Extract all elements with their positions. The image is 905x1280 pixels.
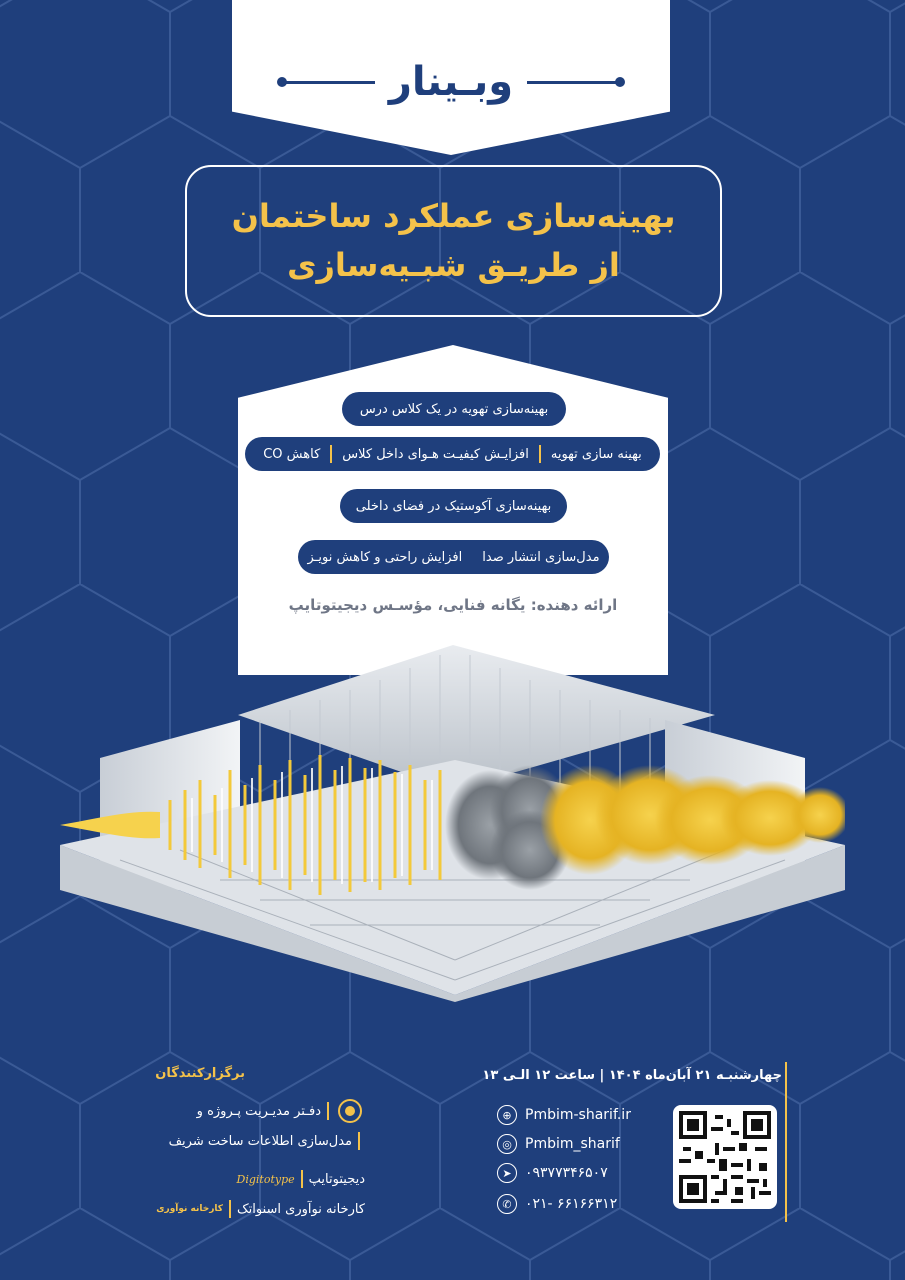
decorative-line-right xyxy=(527,81,619,84)
topic-text: مدل‌سازی انتشار صدا xyxy=(482,549,600,565)
topic-pill-2 xyxy=(245,437,660,471)
organizer-text: کارخانه نوآوری اسنواتک xyxy=(237,1201,365,1217)
organizer-separator xyxy=(229,1200,231,1218)
organizer-text: دیجیتوتایپ xyxy=(308,1171,365,1187)
pill-separator xyxy=(539,445,541,463)
topic-text: بهینه سازی تهویه xyxy=(550,446,642,462)
event-date-time: چهارشنبـه ۲۱ آبان‌ماه ۱۴۰۴ | ساعت ۱۲ الـی ۱۳ xyxy=(482,1068,782,1083)
organizer-line-1 xyxy=(150,1098,365,1124)
telegram-link[interactable] xyxy=(497,1162,657,1184)
phone-text: ۰۲۱- ۶۶۱۶۶۳۱۲ xyxy=(525,1196,618,1212)
organizer-line-4 xyxy=(150,1196,365,1222)
phone-icon: ✆ xyxy=(497,1194,517,1214)
organizer-line-2 xyxy=(150,1128,360,1154)
webinar-label: وبـینار xyxy=(388,59,514,105)
organizer-separator xyxy=(327,1102,329,1120)
organizer-separator xyxy=(358,1132,360,1150)
organizer-text: مدل‌سازی اطلاعات ساخت شریف xyxy=(168,1133,352,1149)
organizers-title: برگزارکنندگان xyxy=(155,1066,245,1081)
topic-text: کاهش CO xyxy=(263,446,321,462)
topic-text: بهینه‌سازی تهویه در یک کلاس درس xyxy=(359,401,549,417)
topic-text: بهینه‌سازی آکوستیک در فضای داخلی xyxy=(355,498,552,514)
building-simulation-illustration xyxy=(60,640,845,1010)
webinar-header xyxy=(232,52,670,112)
qr-code[interactable] xyxy=(673,1105,777,1209)
telegram-icon: ➤ xyxy=(497,1163,517,1183)
website-text: Pmbim-sharif.ir xyxy=(525,1107,631,1123)
title-line-1: بهینه‌سازی عملکرد ساختمان xyxy=(231,196,676,235)
title-line-2: از طریـق شبـیه‌سازی xyxy=(287,246,620,284)
topic-text: افزایـش کیفیـت هـوای داخل کلاس xyxy=(342,446,529,462)
pill-separator xyxy=(330,445,332,463)
phone-link[interactable] xyxy=(497,1193,657,1215)
organizer-text: دفـتر مدیـریت پـروژه و xyxy=(196,1103,321,1119)
telegram-text: ۰۹۳۷۷۳۴۶۵۰۷ xyxy=(525,1165,608,1181)
title-box xyxy=(185,165,722,317)
organizer-separator xyxy=(301,1170,303,1188)
topic-pill-4 xyxy=(298,540,609,574)
organizer-line-3 xyxy=(150,1166,365,1192)
topic-text: افزایش راحتی و کاهش نویـز xyxy=(307,549,463,565)
decorative-line-left xyxy=(283,81,375,84)
karkhaneh-logo: کارخانه نوآوری xyxy=(156,1204,224,1214)
topic-pill-1 xyxy=(342,392,566,426)
instagram-text: Pmbim_sharif xyxy=(525,1136,620,1152)
presenter-text: ارائه دهنده: یگانه فنایی، مؤسـس دیجیتوتایپ xyxy=(288,596,618,614)
qr-code-pattern xyxy=(679,1111,771,1203)
website-link[interactable] xyxy=(497,1104,657,1126)
digitotype-logo: Digitotype xyxy=(236,1172,295,1186)
instagram-icon: ◎ xyxy=(497,1134,517,1154)
sharif-university-logo xyxy=(335,1098,365,1124)
globe-icon: ⊕ xyxy=(497,1105,517,1125)
topic-pill-3 xyxy=(340,489,567,523)
instagram-link[interactable] xyxy=(497,1133,657,1155)
